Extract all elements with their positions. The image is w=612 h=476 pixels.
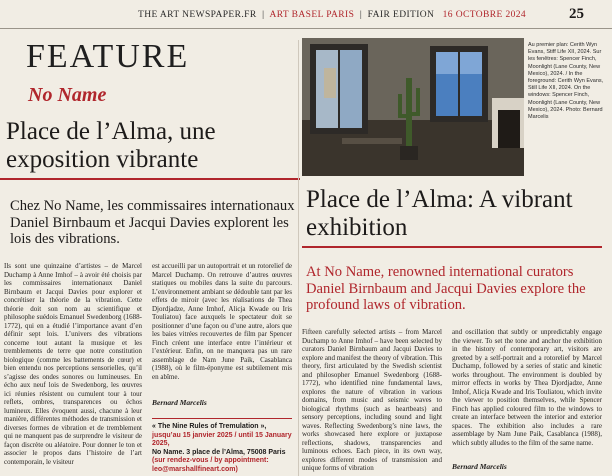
header-bar: THE ART NEWSPAPER.FR | ART BASEL PARIS | FAIR EDITION 16 OCTOBRE 2024 bbox=[138, 10, 527, 20]
page-number: 25 bbox=[569, 6, 584, 22]
french-byline: Bernard Marcelis bbox=[152, 398, 207, 407]
info-exhibition-title: « The Nine Rules of Tremulation », bbox=[152, 423, 267, 430]
english-byline: Bernard Marcelis bbox=[452, 462, 507, 471]
exhibition-photo bbox=[302, 38, 524, 176]
french-body-col2: est accueilli par un autoportrait et un rotorelief de Marcel Duchamp. On retrouve d’autres œuvres statiques ou mobiles dans la suite du parcours. L’environnement ambiant se dédouble tant par les effets de miroir (avec les réalisations de Thea Djordjadze, Anne Imhof, Alicja Kwade ou Iris Touliatou) face auxquels le spectateur doit se positionner d’une façon ou d’une autre, alors que les baies vitrées recouvertes de film par Spencer Finch créent une interface entre l’intérieur et l’extérieur. Enfin, on ne manquera pas un rare assemblage de Nam June Paik, Casablanca (1988), où le film-éponyme est subtilement mis en abîme. bbox=[152, 262, 292, 381]
publication-name: THE ART NEWSPAPER.FR bbox=[138, 10, 257, 20]
english-headline: Place de l’Alma: A vibrant exhibition bbox=[306, 186, 573, 241]
event-name: ART BASEL PARIS bbox=[269, 10, 355, 20]
photo-caption: Au premier plan: Cerith Wyn Evans, Stiff Life XII, 2024. Sur les fenêtres: Spencer Finch, Moonlight (Lane County, New Mexico), 2024. / In the foreground: Cerith Wyn Evans, Still Life XII, 2024. On the windows: Spencer Finch, Moonlight (Lane County, New Mexico), 2024. Photo: Bernard Marcelis bbox=[528, 42, 604, 121]
french-body-col1: Ils sont une quinzaine d’artistes – de Marcel Duchamp à Anne Imhof – à avoir été choisis par les commissaires internationaux Daniel Birnbaum et Jacqui Davies pour explorer et concrétiser la théorie de la vibration. Cette théorie doit son nom au scientifique et philosophe suédois Emanuel Swedenborg (1688-1772), qui en a étudié l’importance avant d’en définir sept lois. L’univers des vibrations concerne tout autant la musique et les tremblements de terre que notre constitution biologique (comme les battements de cœur) et bien entendu nos perceptions sensorielles, qu’il s’agisse des ondes sonores ou lumineuses. En écho aux neuf lois de Swedenborg, les œuvres ici réunies résistent ou cumulent tour à tour reflets, ombres, transparences ou échos lumineux. Elles évoquent aussi, chacune à leur manière, différentes méthodes de transmission et diverses formes de vibration et de tremblement qui ne manquent pas de surprendre le visiteur de façon discrète ou aléatoire. Pour donner le ton et associer le propos dans l’histoire de l’art contemporain, le visiteur bbox=[4, 262, 142, 466]
issue-date: 16 OCTOBRE 2024 bbox=[442, 10, 527, 20]
header-divider bbox=[0, 28, 612, 29]
english-headline-rule bbox=[302, 246, 602, 248]
french-headline: Place de l’Alma, une exposition vibrante bbox=[6, 118, 216, 173]
info-dates: jusqu’au 15 janvier 2025 / until 15 January 2025, bbox=[152, 431, 292, 448]
english-standfirst: At No Name, renowned international curators Daniel Birnbaum and Jacqui Davies explore the profound laws of vibration. bbox=[306, 264, 586, 313]
column-divider bbox=[298, 40, 299, 476]
french-standfirst: Chez No Name, les commissaires internationaux Daniel Birnbaum et Jacqui Davies explorent les lois des vibrations. bbox=[10, 198, 295, 247]
english-body-col1: Fifteen carefully selected artists – from Marcel Duchamp to Anne Imhof – have been selected by curators Daniel Birnbaum and Jacqui Davies to explore and manifest the theory of vibration. This theory, first articulated by the Swedish scientist and philosopher Emanuel Swedenborg (1688-1772), who identified nine fundamental laws, explores the nature of vibration in various domains, from music and seismic waves to biological rhythms (such as heartbeats) and sensory perceptions, including sound and light waves. Reflecting Swedenborg’s nine laws, the works showcased here explore or juxtapose reflections, shadows, transparencies and luminous echoes. Each piece, in its own way, explores different modes of transmission and unique forms of vibration bbox=[302, 328, 442, 472]
info-address: No Name. 3 place de l’Alma, 75008 Paris bbox=[152, 448, 286, 456]
info-appointment: (sur rendez-vous / by appointment: bbox=[152, 457, 269, 465]
section-kicker: FEATURE bbox=[26, 38, 190, 75]
french-headline-rule bbox=[0, 178, 300, 180]
gallery-room-image bbox=[302, 38, 524, 176]
exhibition-info-box bbox=[152, 418, 292, 475]
english-body-col2: and oscillation that subtly or unpredictably engage the viewer. To set the tone and anchor the exhibition in the history of contemporary art, visitors are greeted by a self-portrait and a rotorelief by Marcel Duchamp, followed by a series of static and kinetic works throughout. The environment is doubled by mirror effects in works by Thea Djordjadze, Anne Imhof, Alicja Kwade and Iris Touliatou, which invite the viewer to position themselves, while Spencer Finch has applied coloured film to the windows to create an interface between the interior and exterior spaces. The exhibition also includes a rare assemblage by Nam June Paik, Casablanca (1988), which subtly alludes to the film of the same name. bbox=[452, 328, 602, 447]
info-email[interactable]: leo@marshallfineart.com) bbox=[152, 465, 238, 473]
edition-name: FAIR EDITION bbox=[367, 10, 435, 20]
gallery-name: No Name bbox=[28, 84, 107, 106]
